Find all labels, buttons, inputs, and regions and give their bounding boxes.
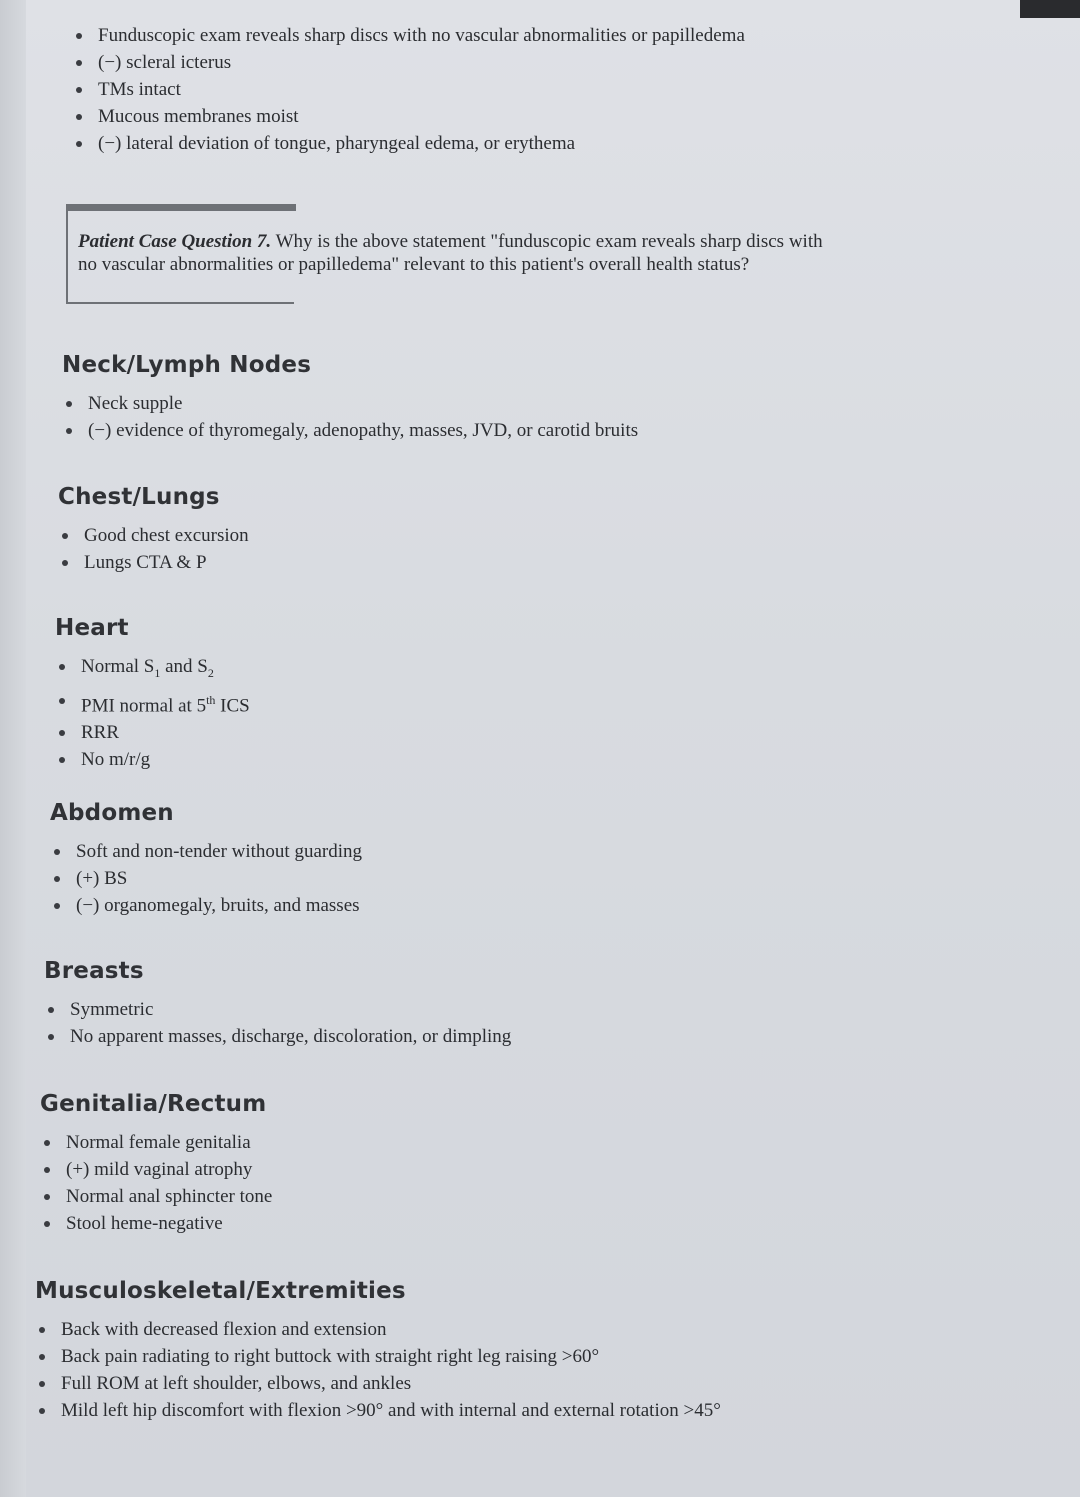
- list-item: PMI normal at 5th ICS: [55, 687, 250, 719]
- section-heart: [55, 615, 250, 773]
- list-item: Normal $S_1$ and $S_2$: [55, 653, 250, 687]
- list-item: Lungs CTA & P: [58, 549, 249, 576]
- section-heading: Chest/Lungs: [58, 484, 220, 510]
- case-question-box: [66, 204, 826, 304]
- section-heading: Breasts: [44, 958, 144, 984]
- list-item: Good chest excursion: [58, 522, 249, 549]
- list-item: Mucous membranes moist: [72, 103, 745, 130]
- question-box-bar: [66, 204, 296, 211]
- section-heading: Neck/Lymph Nodes: [62, 352, 312, 378]
- section-musculoskeletal: [35, 1278, 721, 1424]
- list-item: Funduscopic exam reveals sharp discs with no vascular abnormalities or papilledema: [72, 22, 745, 49]
- section-heading: Genitalia/Rectum: [40, 1091, 267, 1117]
- section-chest: [58, 484, 249, 576]
- list-item: (−) scleral icterus: [72, 49, 745, 76]
- list-item: Mild left hip discomfort with flexion >90° and with internal and external rotation >45°: [35, 1397, 721, 1424]
- question-body: Why is the above statement "funduscopic exam reveals sharp discs with no vascular abnormalities or papilledema" relevant to this patient's overall health status?: [78, 231, 823, 275]
- list-item: Normal anal sphincter tone: [40, 1183, 272, 1210]
- list-item: Stool heme-negative: [40, 1210, 272, 1237]
- section-neck: [62, 352, 638, 444]
- list-item: Symmetric: [44, 996, 511, 1023]
- list-item: (+) BS: [50, 865, 362, 892]
- list-item: (−) evidence of thyromegaly, adenopathy, masses, JVD, or carotid bruits: [62, 417, 638, 444]
- list-item: RRR: [55, 719, 250, 746]
- section-heading: Abdomen: [50, 800, 174, 826]
- question-box-border: [66, 204, 68, 304]
- question-box-border: [66, 302, 294, 304]
- list-item: Back pain radiating to right buttock with straight right leg raising >60°: [35, 1343, 721, 1370]
- page-corner-shadow: [1020, 0, 1080, 18]
- list-item: Neck supple: [62, 390, 638, 417]
- section-genitalia: [40, 1091, 272, 1237]
- list-item: Normal female genitalia: [40, 1129, 272, 1156]
- question-label: Patient Case Question 7.: [78, 231, 272, 252]
- section-heading: Musculoskeletal/Extremities: [35, 1278, 406, 1304]
- list-item: Back with decreased flexion and extension: [35, 1316, 721, 1343]
- page-edge: [0, 0, 26, 1497]
- list-item: TMs intact: [72, 76, 745, 103]
- section-breasts: [44, 958, 511, 1050]
- list-item: Soft and non-tender without guarding: [50, 838, 362, 865]
- list-item: (−) lateral deviation of tongue, pharyngeal edema, or erythema: [72, 130, 745, 157]
- case-question-text: [78, 230, 828, 276]
- list-item: (−) organomegaly, bruits, and masses: [50, 892, 362, 919]
- section-abdomen: [50, 800, 362, 919]
- list-item: Full ROM at left shoulder, elbows, and ankles: [35, 1370, 721, 1397]
- list-item: No apparent masses, discharge, discoloration, or dimpling: [44, 1023, 511, 1050]
- section-heading: Heart: [55, 615, 129, 641]
- exam-findings-list: [72, 22, 745, 157]
- list-item: (+) mild vaginal atrophy: [40, 1156, 272, 1183]
- list-item: No m/r/g: [55, 746, 250, 773]
